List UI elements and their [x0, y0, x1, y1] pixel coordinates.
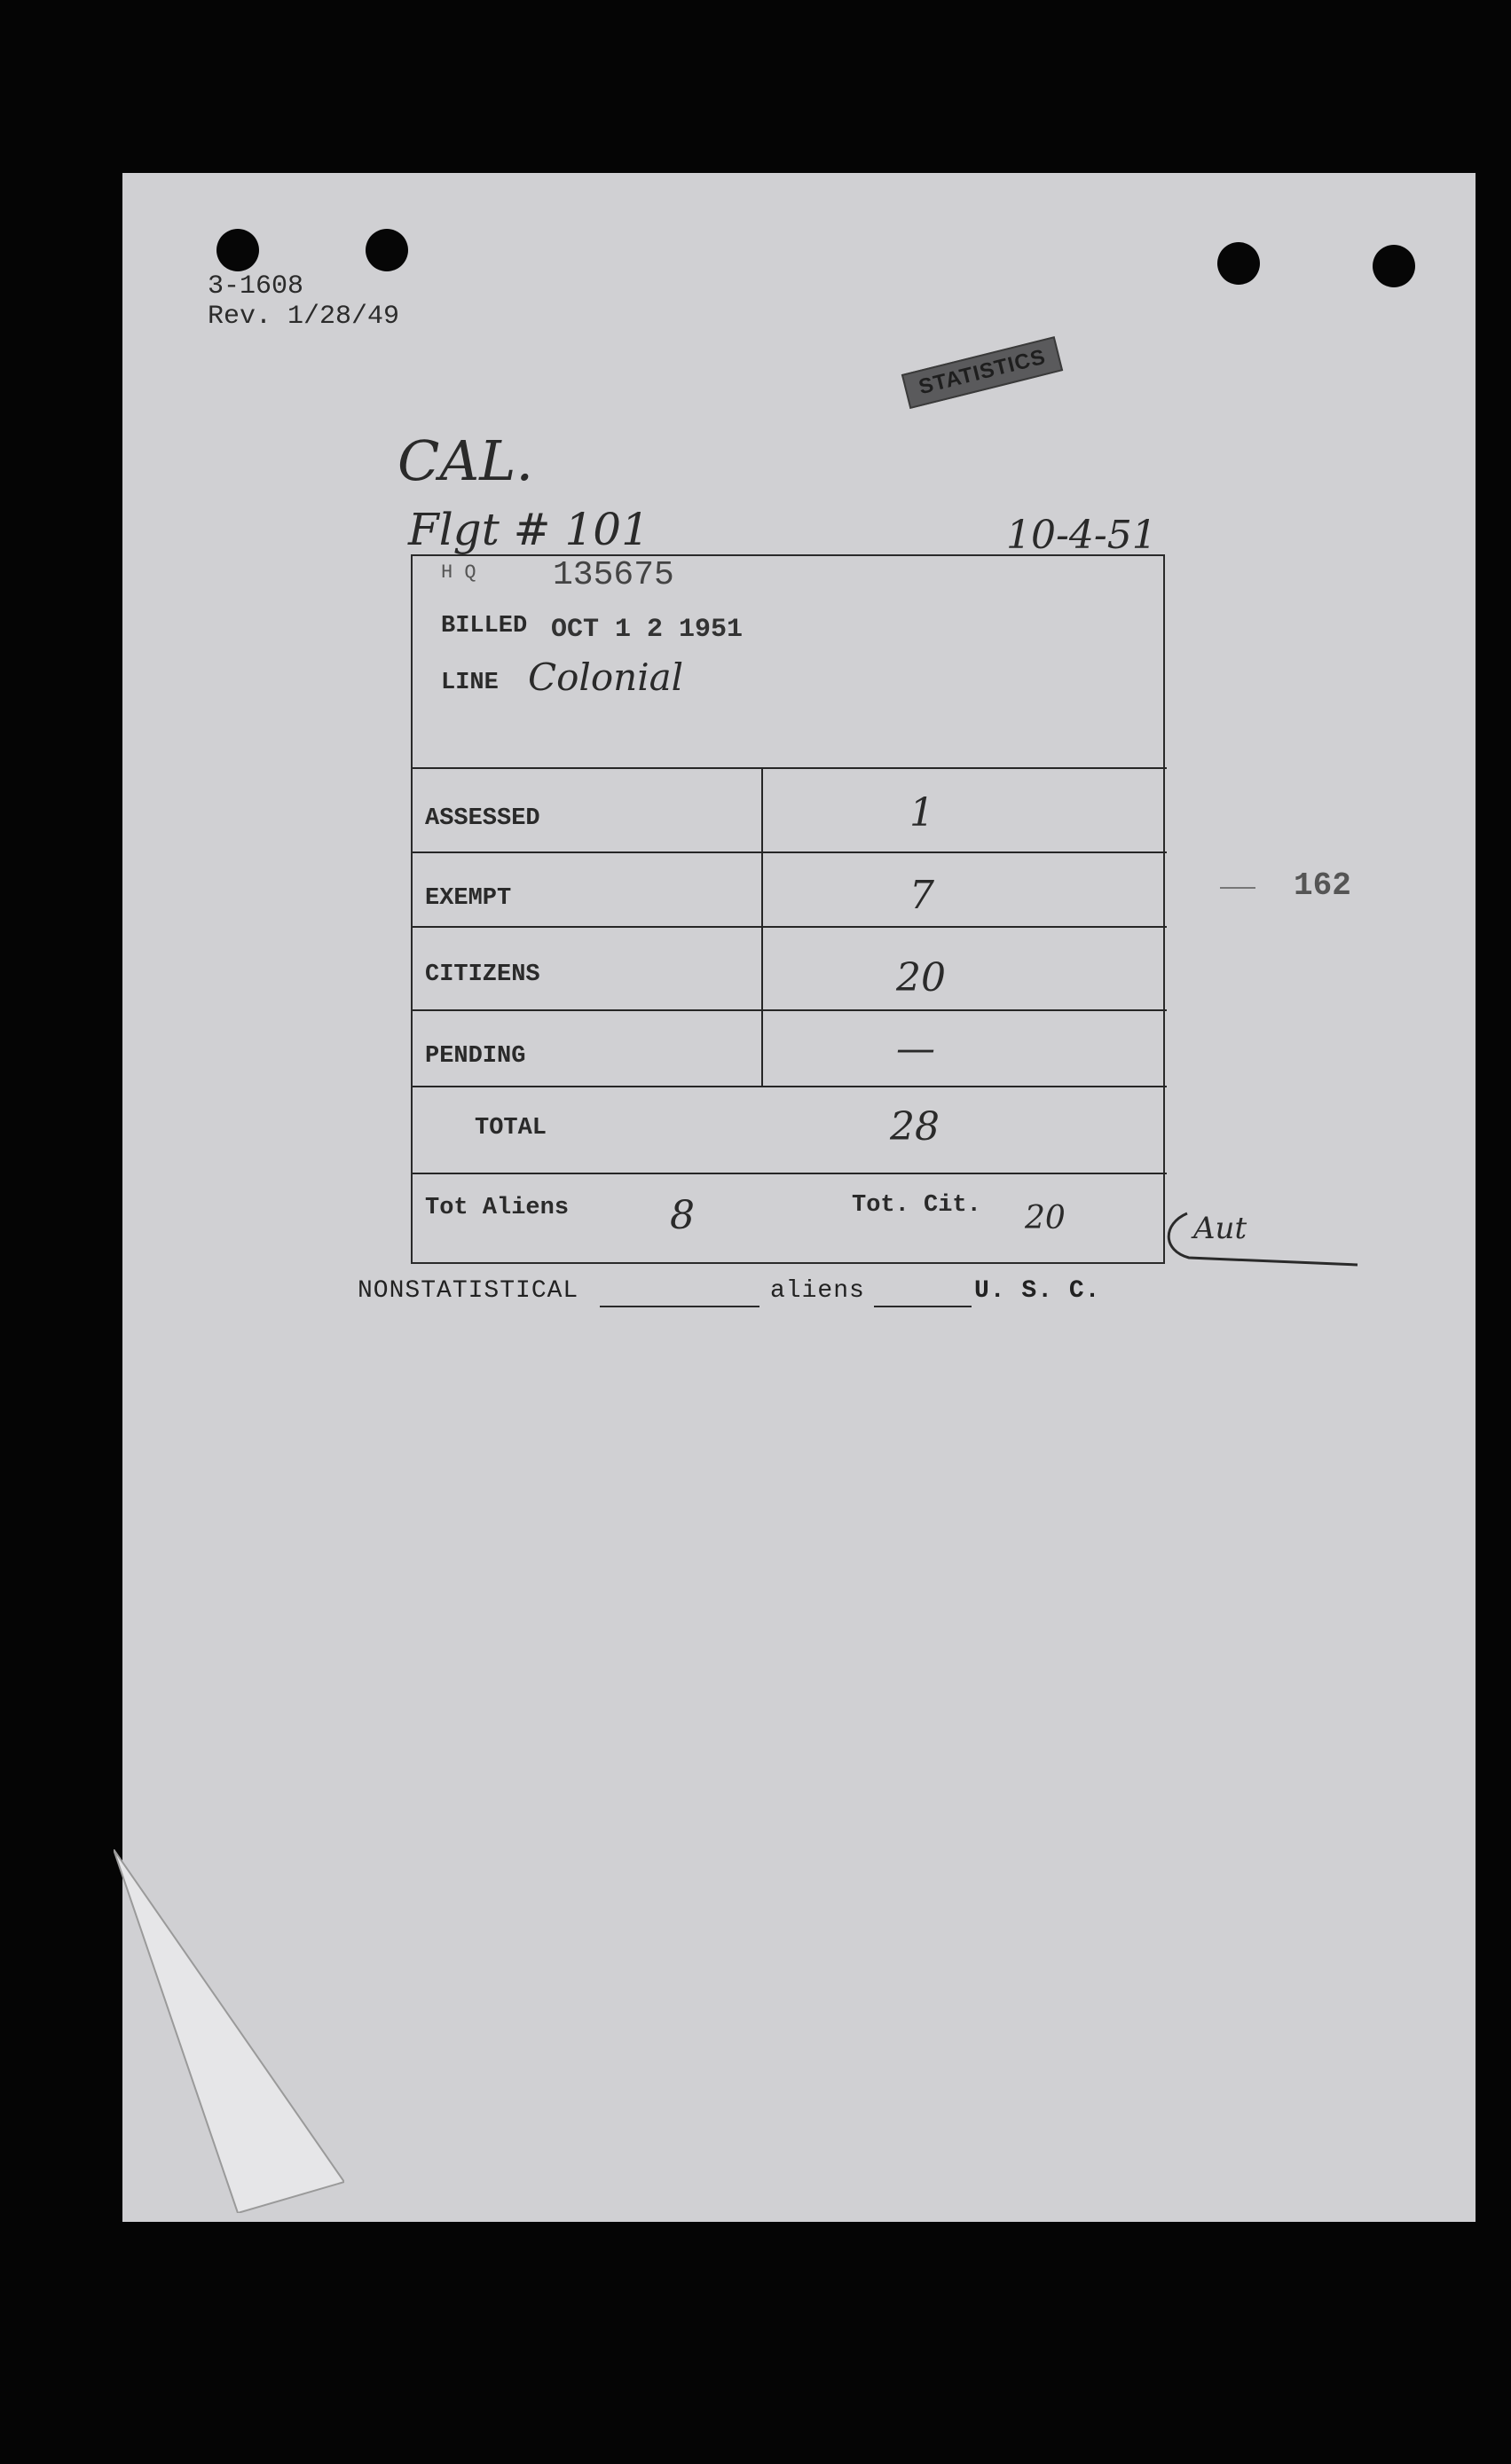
row-divider [413, 926, 1167, 928]
date-note: 10-4-51 [1006, 513, 1157, 558]
row-divider [413, 851, 1167, 853]
total-label: TOTAL [475, 1115, 547, 1142]
aliens-blank [874, 1306, 972, 1307]
initials: Aut [1193, 1211, 1247, 1246]
nonstatistical-label: NONSTATISTICAL [358, 1277, 579, 1305]
nonstatistical-blank [600, 1306, 759, 1307]
flight-note: Flgt # 101 [408, 504, 649, 555]
tally-box [411, 554, 1165, 1264]
usc-label: U. S. C. [974, 1277, 1101, 1305]
aliens-label: aliens [770, 1277, 865, 1305]
punch-hole [366, 229, 408, 271]
billed-label: BILLED [441, 613, 528, 640]
tot-cit-label: Tot. Cit. [852, 1192, 981, 1219]
punch-hole [216, 229, 259, 271]
row-divider [413, 1086, 1167, 1087]
punch-hole [1373, 245, 1415, 287]
page-number: 162 [1294, 867, 1351, 904]
statistics-stamp: STATISTICS [901, 336, 1064, 409]
assessed-label: ASSESSED [425, 805, 540, 832]
column-divider [761, 767, 763, 1086]
hq-prefix: H Q [441, 561, 476, 584]
assessed-value: 1 [909, 790, 934, 836]
tot-aliens-value: 8 [670, 1193, 695, 1238]
pending-value: — [896, 1026, 935, 1071]
location-note: CAL. [397, 428, 534, 493]
billed-date: OCT 1 2 1951 [551, 615, 744, 645]
page-number-dash [1220, 887, 1255, 889]
tot-cit-value: 20 [1025, 1200, 1066, 1236]
exempt-label: EXEMPT [425, 885, 512, 912]
line-label: LINE [441, 670, 499, 696]
pending-label: PENDING [425, 1043, 526, 1070]
initials-underline [1162, 1206, 1366, 1268]
citizens-value: 20 [896, 955, 946, 1001]
form-revision: Rev. 1/28/49 [208, 302, 400, 332]
row-divider [413, 1173, 1167, 1174]
citizens-label: CITIZENS [425, 961, 540, 988]
form-number: 3-1608 [208, 271, 304, 302]
row-divider [413, 767, 1167, 769]
punch-hole [1217, 242, 1260, 285]
row-divider [413, 1009, 1167, 1011]
tot-aliens-label: Tot Aliens [425, 1195, 570, 1221]
line-value: Colonial [528, 655, 684, 699]
total-value: 28 [890, 1104, 940, 1150]
hq-number: 135675 [553, 556, 674, 594]
folded-corner [114, 1849, 344, 2213]
exempt-value: 7 [909, 873, 934, 918]
